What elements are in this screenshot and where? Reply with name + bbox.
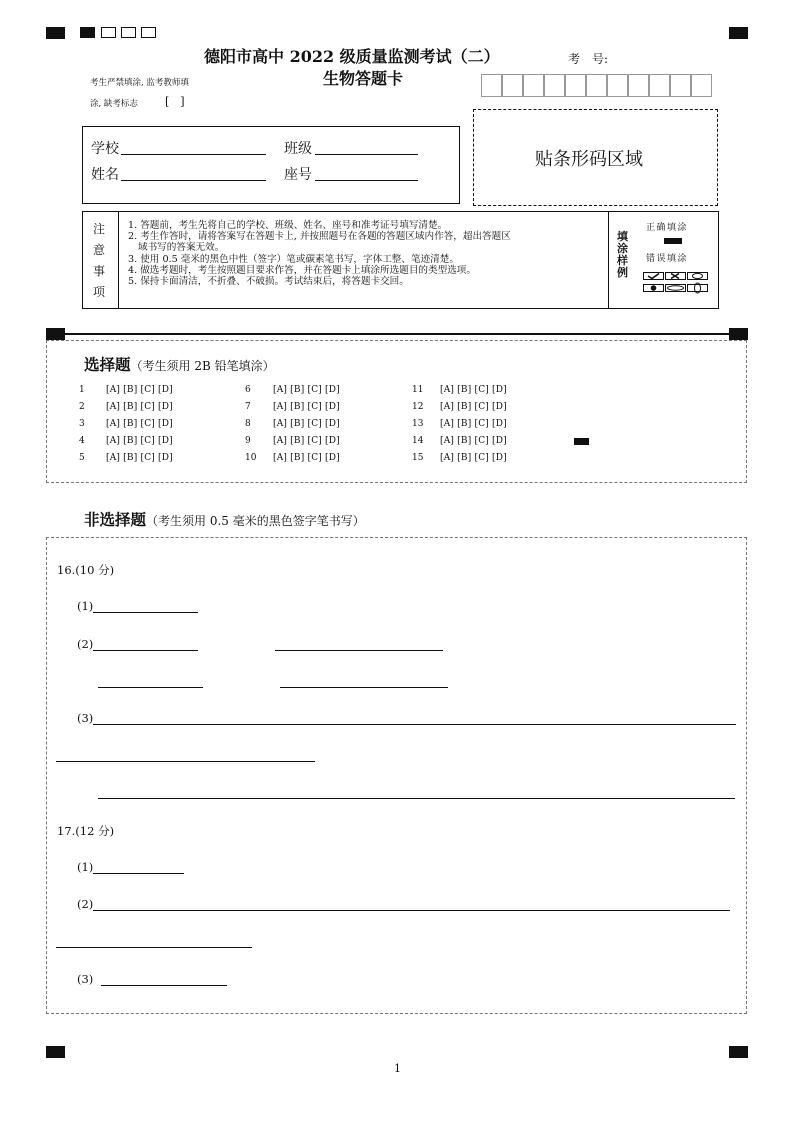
question-17-header: 17.(12 分) [57, 824, 115, 838]
choice-question-number: 2 [79, 402, 85, 412]
exam-title: 德阳市高中 2022 级质量监测考试（二） [204, 47, 500, 66]
wrong-fill-label: 错误填涂 [646, 254, 689, 264]
answer-line-16-2c[interactable] [98, 687, 203, 688]
absent-warning-line2: 涂, 缺考标志 [90, 99, 138, 109]
corner-mark-top-left [46, 27, 65, 39]
notes-heading-char: 注 [93, 222, 106, 236]
sample-heading [617, 231, 628, 279]
sample-heading-char: 涂 [617, 242, 628, 255]
name-field[interactable] [121, 180, 266, 181]
correct-fill-label: 正确填涂 [646, 223, 689, 233]
notes-divider-right [608, 211, 609, 309]
note-item: 1. 答题前，考生先将自己的学校、班级、姓名、座号和准考证号填写清楚。 [128, 220, 448, 231]
exam-number-digit-box[interactable] [502, 74, 523, 97]
absent-warning-line1: 考生严禁填涂, 监考教师填 [90, 78, 189, 88]
corner-mark-bottom-left [46, 1046, 65, 1058]
exam-number-digit-box[interactable] [523, 74, 544, 97]
answer-line-16-3b[interactable] [56, 761, 315, 762]
notes-list [128, 220, 511, 287]
section-separator [46, 333, 748, 335]
sample-heading-char: 样 [617, 254, 628, 267]
question-16-part-1-label: (1) [77, 599, 94, 613]
choice-options[interactable]: [A] [B] [C] [D] [440, 419, 507, 429]
seat-field[interactable] [315, 180, 418, 181]
page-mark-empty [141, 27, 156, 38]
nonchoice-title-text: 非选择题 [84, 510, 147, 529]
answer-line-16-2a[interactable] [93, 650, 198, 651]
note-item: 5. 保持卡面清洁，不折叠、不破损。考试结束后，将答题卡交回。 [128, 276, 409, 288]
filled-mark-sample [574, 438, 589, 445]
wrong-check-icon [644, 273, 664, 280]
answer-line-16-2b[interactable] [275, 650, 443, 651]
class-label: 班级 [284, 141, 312, 157]
student-info-box [82, 126, 460, 204]
notes-heading [93, 219, 105, 303]
wrong-partial-icon [688, 285, 708, 292]
wrong-fill-examples [643, 272, 709, 294]
name-label: 姓名 [91, 167, 119, 183]
question-16-part-2-label: (2) [77, 637, 94, 651]
exam-number-digit-box[interactable] [565, 74, 586, 97]
choice-question-number: 8 [245, 419, 251, 429]
exam-number-digit-box[interactable] [586, 74, 607, 97]
answer-line-17-3[interactable] [101, 985, 227, 986]
choice-question-number: 15 [412, 453, 424, 463]
page-mark-empty [101, 27, 116, 38]
choice-question-number: 11 [412, 385, 424, 395]
choice-options[interactable]: [A] [B] [C] [D] [273, 402, 340, 412]
seat-label: 座号 [284, 167, 312, 183]
sample-heading-char: 填 [617, 230, 628, 243]
choice-question-number: 9 [245, 436, 251, 446]
barcode-label: 贴条形码区域 [535, 149, 643, 170]
choice-options[interactable]: [A] [B] [C] [D] [273, 453, 340, 463]
nonchoice-title [84, 508, 365, 530]
notes-heading-char: 项 [93, 285, 106, 299]
choice-options[interactable]: [A] [B] [C] [D] [106, 436, 173, 446]
choice-question-number: 12 [412, 402, 424, 412]
answer-sheet-subtitle: 生物答题卡 [323, 69, 404, 88]
answer-line-16-3c[interactable] [98, 798, 735, 799]
answer-line-16-1[interactable] [93, 612, 198, 613]
exam-number-digit-box[interactable] [544, 74, 565, 97]
exam-number-digit-box[interactable] [649, 74, 670, 97]
answer-line-16-2d[interactable] [280, 687, 448, 688]
choice-question-number: 14 [412, 436, 424, 446]
choice-options[interactable]: [A] [B] [C] [D] [440, 453, 507, 463]
note-item: 4. 做选考题时，考生按照题目要求作答，并在答题卡上填涂所选题目的类型选项。 [128, 264, 476, 276]
nonchoice-title-note: （考生须用 0.5 毫米的黑色签字笔书写） [146, 514, 365, 528]
choice-options[interactable]: [A] [B] [C] [D] [106, 419, 173, 429]
choice-options[interactable]: [A] [B] [C] [D] [106, 402, 173, 412]
class-field[interactable] [315, 154, 418, 155]
choice-question-number: 3 [79, 419, 85, 429]
notes-divider-left [118, 211, 119, 309]
choice-options[interactable]: [A] [B] [C] [D] [440, 402, 507, 412]
notes-heading-char: 意 [93, 243, 106, 257]
choice-title-text: 选择题 [84, 355, 131, 374]
choice-question-number: 4 [79, 436, 85, 446]
school-field[interactable] [121, 154, 266, 155]
choice-question-number: 6 [245, 385, 251, 395]
exam-number-digit-box[interactable] [607, 74, 628, 97]
exam-number-digit-box[interactable] [481, 74, 502, 97]
corner-mark-bottom-right [729, 1046, 748, 1058]
choice-options[interactable]: [A] [B] [C] [D] [440, 385, 507, 395]
choice-question-number: 1 [79, 385, 85, 395]
question-17-part-2-label: (2) [77, 897, 94, 911]
note-item: 3. 使用 0.5 毫米的黑色中性（签字）笔或碳素笔书写，字体工整、笔迹清楚。 [128, 253, 459, 265]
choice-question-number: 10 [245, 453, 257, 463]
note-item: 域书写的答案无效。 [138, 242, 225, 254]
nonchoice-section [46, 537, 747, 1014]
choice-title-note: （考生须用 2B 铅笔填涂） [130, 359, 275, 373]
choice-title [84, 353, 275, 375]
sample-heading-char: 例 [617, 266, 628, 279]
question-17-part-3-label: (3) [77, 972, 94, 986]
answer-line-17-2b[interactable] [56, 947, 252, 948]
exam-number-digit-box[interactable] [628, 74, 649, 97]
page-number: 1 [394, 1062, 401, 1075]
school-label: 学校 [91, 141, 119, 157]
choice-question-number: 5 [79, 453, 85, 463]
choice-options[interactable]: [A] [B] [C] [D] [106, 385, 173, 395]
question-16-header: 16.(10 分) [57, 563, 115, 577]
exam-number-digit-box[interactable] [670, 74, 691, 97]
page-mark-filled [80, 27, 95, 38]
exam-number-digit-box[interactable] [691, 74, 712, 97]
answer-line-16-3a[interactable] [93, 724, 736, 725]
correct-fill-example [664, 238, 682, 244]
notes-heading-char: 事 [93, 264, 106, 278]
choice-question-number: 7 [245, 402, 251, 412]
page-mark-empty [121, 27, 136, 38]
note-item: 2. 考生作答时，请将答案写在答题卡上, 并按照题号在各题的答题区域内作答，超出答题区 [128, 231, 511, 243]
answer-line-17-1[interactable] [93, 873, 184, 874]
corner-mark-top-right [729, 27, 748, 39]
choice-options[interactable]: [A] [B] [C] [D] [106, 453, 173, 463]
choice-options[interactable]: [A] [B] [C] [D] [440, 436, 507, 446]
exam-number-label: 考 号: [568, 52, 609, 66]
answer-line-17-2a[interactable] [93, 910, 730, 911]
choice-options[interactable]: [A] [B] [C] [D] [273, 385, 340, 395]
question-16-part-3-label: (3) [77, 711, 94, 725]
question-17-part-1-label: (1) [77, 860, 94, 874]
choice-options[interactable]: [A] [B] [C] [D] [273, 419, 340, 429]
absent-mark-box[interactable]: [ ] [165, 95, 185, 108]
choice-options[interactable]: [A] [B] [C] [D] [273, 436, 340, 446]
choice-question-number: 13 [412, 419, 424, 429]
